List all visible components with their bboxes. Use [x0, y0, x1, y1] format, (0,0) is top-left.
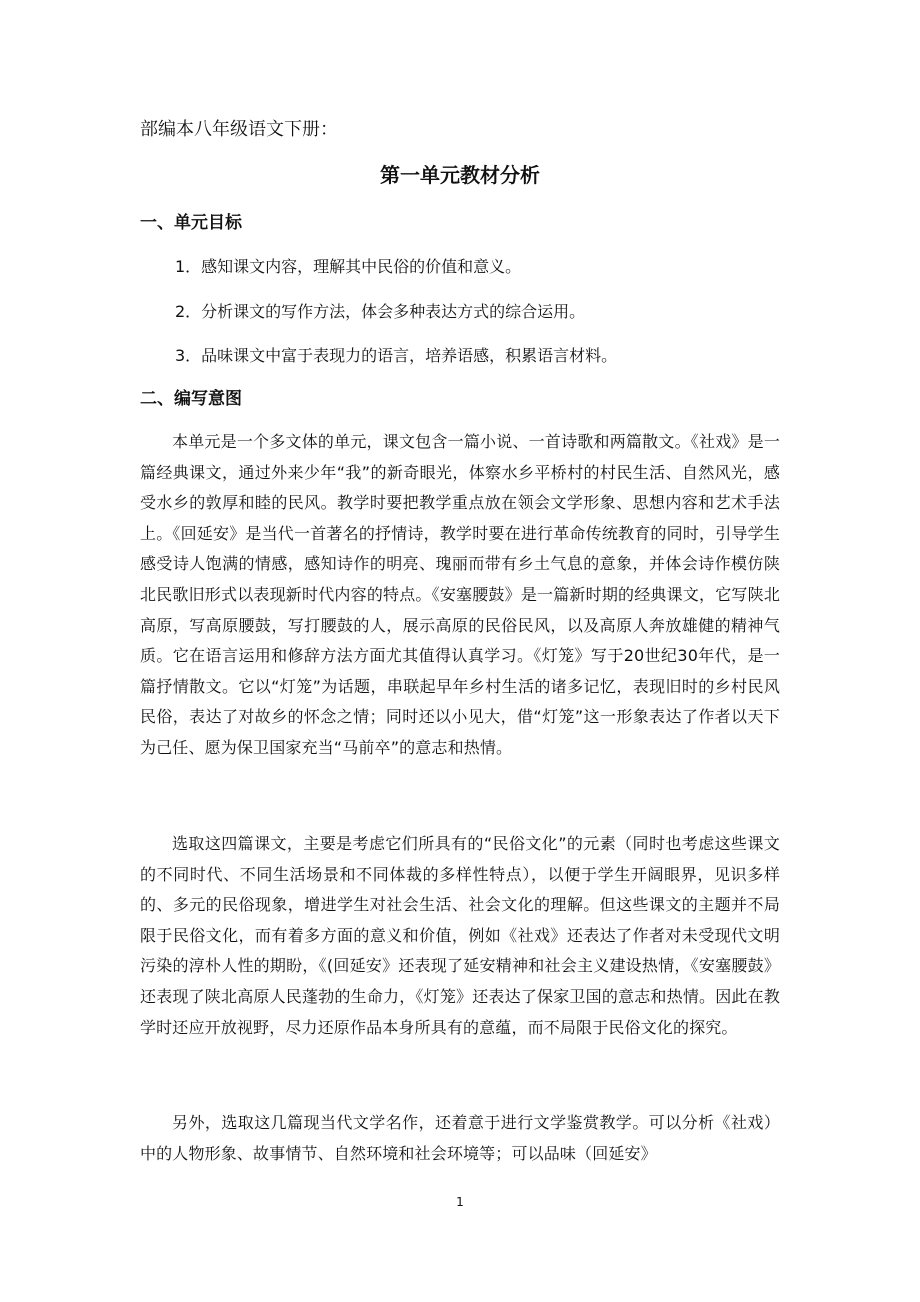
section-heading-unit-goals: 一、单元目标: [140, 213, 242, 233]
document-header-line: 部编本八年级语文下册：: [140, 119, 338, 140]
page-number: 1: [456, 1195, 464, 1209]
goal-item-1: 1．感知课文内容，理解其中民俗的价值和意义。: [175, 257, 522, 276]
paragraph-literary-appreciation: 另外，选取这几篇现当代文学名作，还着意于进行文学鉴赏教学。可以分析《社戏）中的人物形象、故事情节、自然环境和社会环境等；可以品味（回延安》: [140, 1113, 780, 1163]
goal-item-3: 3．品味课文中富于表现力的语言，培养语感，积累语言材料。: [175, 346, 618, 365]
section-heading-writing-intent: 二、编写意图: [140, 389, 242, 409]
paragraph-text-selection: 选取这四篇课文，主要是考虑它们所具有的“民俗文化”的元素（同时也考虑这些课文的不同时代、不同生活场景和不同体裁的多样性特点），以便于学生开阔眼界，见识多样的、多元的民俗现象，增进学生对社会生活、社会文化的理解。但这些课文的主题并不局限于民俗文化，而有着多方面的意义和价值，例如《社戏》还表达了作者对未受现代文明污染的淳朴人性的期盼，《(回延安》还表现了延安精神和社会主义建设热情，《安塞腰鼓》还表现了陕北高原人民蓬勃的生命力，《灯笼》还表达了保家卫国的意志和热情。因此在教学时还应开放视野，尽力还原作品本身所具有的意蕴，而不局限于民俗文化的探究。: [140, 834, 780, 1037]
goal-item-2: 2．分析课文的写作方法，体会多种表达方式的综合运用。: [175, 302, 586, 321]
document-title: 第一单元教材分析: [380, 163, 540, 187]
paragraph-unit-overview: 本单元是一个多文体的单元，课文包含一篇小说、一首诗歌和两篇散文。《社戏》是一篇经典课文，通过外来少年“我”的新奇眼光，体察水乡平桥村的村民生活、自然风光，感受水乡的敦厚和睦的民风。教学时要把教学重点放在领会文学形象、思想内容和艺术手法上。《回延安》是当代一首著名的抒情诗，教学时要在进行革命传统教育的同时，引导学生感受诗人饱满的情感，感知诗作的明亮、瑰丽而带有乡土气息的意象，并体会诗作模仿陕北民歌旧形式以表现新时代内容的特点。《安塞腰鼓》是一篇新时期的经典课文，它写陕北高原，写高原腰鼓，写打腰鼓的人，展示高原的民俗民风，以及高原人奔放雄健的精神气质。它在语言运用和修辞方法方面尤其值得认真学习。《灯笼》写于20世纪30年代，是一篇抒情散文。它以“灯笼”为话题，串联起早年乡村生活的诸多记忆，表现旧时的乡村民风民俗，表达了对故乡的怀念之情；同时还以小见大，借“灯笼”这一形象表达了作者以天下为己任、愿为保卫国家充当“马前卒”的意志和热情。: [140, 432, 780, 757]
